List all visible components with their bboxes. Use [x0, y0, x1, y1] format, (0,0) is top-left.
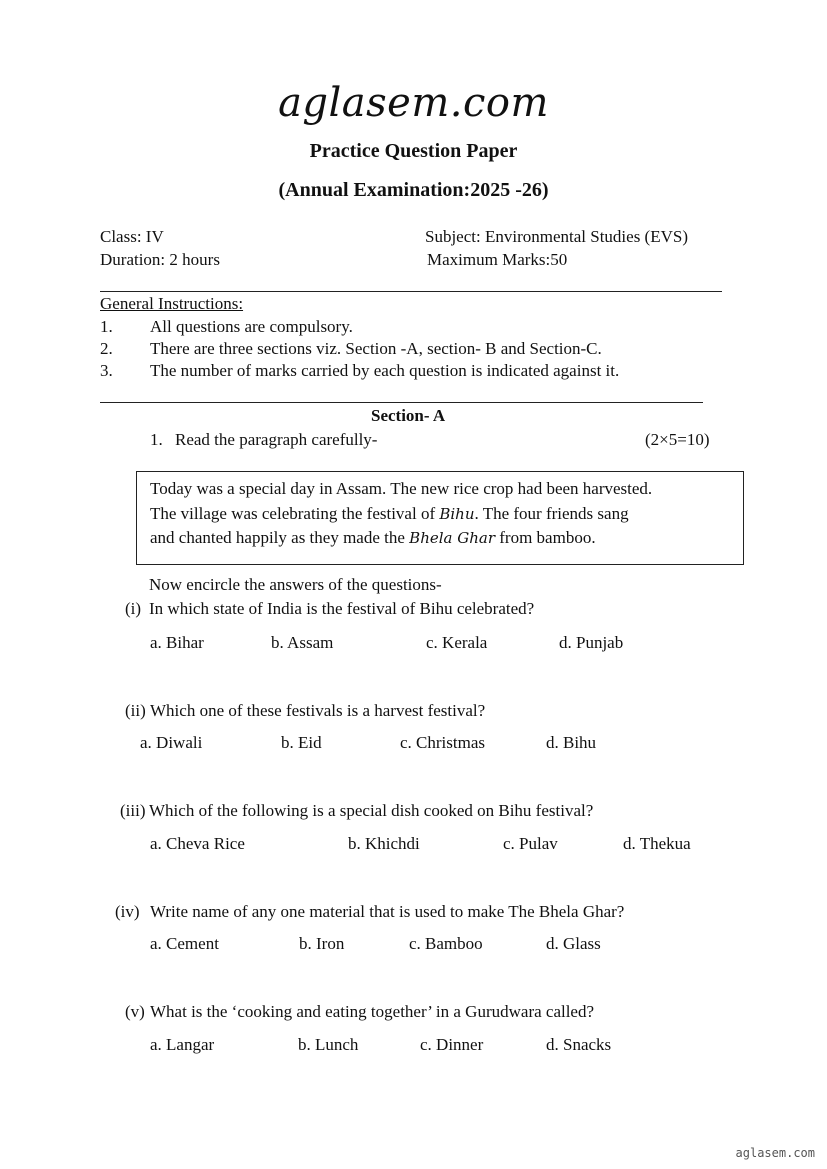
- duration-label: Duration: 2 hours: [100, 250, 220, 269]
- paper-subtitle: (Annual Examination:2025 -26): [278, 179, 549, 201]
- option: a. Cement: [150, 934, 219, 953]
- option: d. Thekua: [623, 834, 691, 853]
- instruction-number: 2.: [100, 339, 113, 358]
- option: c. Kerala: [426, 633, 488, 652]
- option: b. Assam: [271, 633, 334, 652]
- subquestion-number: (ii): [125, 701, 146, 720]
- passage-line: and chanted happily as they made the Bhela Ghar from bamboo.: [150, 528, 596, 547]
- option: a. Bihar: [150, 633, 204, 652]
- max-marks-label: Maximum Marks:50: [427, 250, 568, 269]
- subquestion-text: Which of the following is a special dish cooked on Bihu festival?: [149, 801, 594, 820]
- instruction-text: All questions are compulsory.: [150, 317, 353, 336]
- festival-name: Bihu: [439, 505, 475, 523]
- divider: [100, 402, 703, 403]
- option: c. Dinner: [420, 1035, 484, 1054]
- subquestion-text: Which one of these festivals is a harvest festival?: [150, 701, 486, 720]
- question-marks: (2×5=10): [645, 430, 710, 449]
- question-text: Read the paragraph carefully-: [175, 430, 378, 449]
- instructions-heading: General Instructions:: [100, 294, 244, 313]
- subject-label: Subject: Environmental Studies (EVS): [425, 227, 688, 246]
- option: c. Christmas: [400, 733, 485, 752]
- section-heading: Section- A: [371, 406, 446, 425]
- instruction-number: 3.: [100, 361, 113, 380]
- divider: [100, 291, 722, 292]
- question-number: 1.: [150, 430, 163, 449]
- instruction-text: There are three sections viz. Section -A, section- B and Section-C.: [150, 339, 602, 358]
- class-label: Class: IV: [100, 227, 164, 246]
- option: b. Lunch: [298, 1035, 359, 1054]
- option: d. Bihu: [546, 733, 597, 752]
- site-logo: aglasem.com: [278, 80, 549, 126]
- passage-line: The village was celebrating the festival of Bihu. The four friends sang: [150, 504, 629, 523]
- option: a. Langar: [150, 1035, 215, 1054]
- passage-box: [136, 471, 744, 565]
- option: c. Bamboo: [409, 934, 483, 953]
- subquestion-number: (v): [125, 1002, 145, 1021]
- option: b. Iron: [299, 934, 345, 953]
- option: a. Cheva Rice: [150, 834, 245, 853]
- subquestion-number: (iv): [115, 902, 140, 921]
- bhela-ghar-term: Bhela Ghar: [409, 529, 495, 547]
- option: c. Pulav: [503, 834, 558, 853]
- option: a. Diwali: [140, 733, 203, 752]
- paper-title: Practice Question Paper: [309, 140, 518, 162]
- subquestion-text: In which state of India is the festival of Bihu celebrated?: [149, 599, 535, 618]
- option: b. Khichdi: [348, 834, 420, 853]
- option: d. Snacks: [546, 1035, 612, 1054]
- footer-watermark: aglasem.com: [735, 1146, 815, 1160]
- subquestion-number: (i): [125, 599, 142, 618]
- instruction-text: The number of marks carried by each question is indicated against it.: [150, 361, 620, 380]
- subquestion-text: Write name of any one material that is used to make The Bhela Ghar?: [150, 902, 625, 921]
- subquestion-number: (iii): [120, 801, 146, 820]
- option: d. Glass: [546, 934, 601, 953]
- subquestion-text: What is the ‘cooking and eating together’ in a Gurudwara called?: [150, 1002, 595, 1021]
- instruction-number: 1.: [100, 317, 113, 336]
- answer-prompt: Now encircle the answers of the questions-: [149, 575, 442, 594]
- option: d. Punjab: [559, 633, 624, 652]
- option: b. Eid: [281, 733, 322, 752]
- passage-line: Today was a special day in Assam. The new rice crop had been harvested.: [150, 479, 653, 498]
